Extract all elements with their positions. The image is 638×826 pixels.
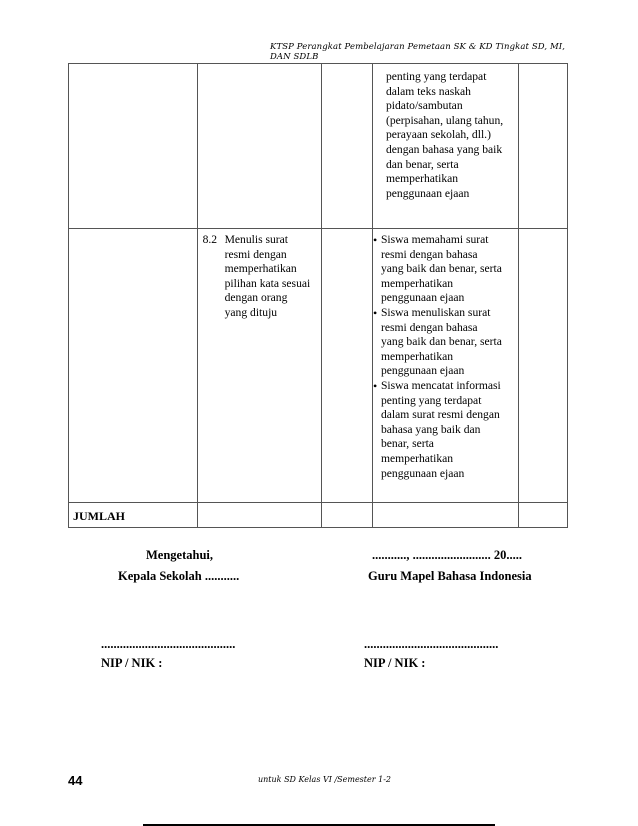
right-name-line: ........................................... <box>364 637 499 651</box>
footer-text: untuk SD Kelas VI /Semester 1-2 <box>258 775 391 784</box>
right-position: Guru Mapel Bahasa Indonesia <box>368 569 532 583</box>
left-acknowledge: Mengetahui, <box>146 548 214 562</box>
left-position: Kepala Sekolah ........... <box>118 569 240 583</box>
table-cell <box>322 503 373 528</box>
bullet-icon: • <box>372 233 378 247</box>
right-date: ..........., ......................... 20..... <box>372 548 522 562</box>
right-nip: NIP / NIK : <box>364 656 426 670</box>
indicator-text: penting yang terdapat dalam teks naskah pidato/sambutan (perpisahan, ulang tahun, perayaan sekolah, dll.) dengan bahasa yang baik dan benar, serta memperhatikan penggunaan ejaan <box>385 70 504 200</box>
table-row <box>69 229 568 503</box>
page-header: KTSP Perangkat Pembelajaran Pemetaan SK & KD Tingkat SD, MI, DAN SDLB <box>270 42 566 62</box>
left-name-line: ........................................... <box>101 637 236 651</box>
table-cell <box>197 64 322 229</box>
bullet-icon: • <box>372 305 378 320</box>
indicator-cell <box>372 64 518 229</box>
kd-text: Menulis surat resmi dengan memperhatikan pilihan kata sesuai dengan orang yang dituju <box>224 233 311 319</box>
table-cell <box>322 64 373 229</box>
page-number: 44 <box>68 773 83 788</box>
list-item: • Siswa mencatat informasi penting yang terdapat dalam surat resmi dengan bahasa yang baik dan benar, serta memperhatikan penggunaan ejaan <box>372 378 501 480</box>
table-cell <box>69 64 198 229</box>
list-item: • Siswa menuliskan surat resmi dengan bahasa yang baik dan benar, serta memperhatikan penggunaan ejaan <box>372 305 502 378</box>
kd-cell <box>197 229 322 503</box>
indicator-cell <box>372 229 518 503</box>
total-label: JUMLAH <box>69 503 198 528</box>
table-cell <box>519 229 568 503</box>
table-cell <box>519 503 568 528</box>
mapping-table <box>68 63 568 528</box>
table-cell <box>372 503 518 528</box>
table-cell <box>69 229 198 503</box>
table-cell <box>197 503 322 528</box>
list-item: • Siswa memahami surat resmi dengan bahasa yang baik dan benar, serta memperhatikan penggunaan ejaan <box>372 233 502 305</box>
bullet-icon: • <box>372 378 378 393</box>
table-cell <box>519 64 568 229</box>
table-row <box>69 503 568 528</box>
table-row <box>69 64 568 229</box>
left-nip: NIP / NIK : <box>101 656 163 670</box>
table-cell <box>322 229 373 503</box>
kd-number: 8.2 <box>202 233 218 246</box>
